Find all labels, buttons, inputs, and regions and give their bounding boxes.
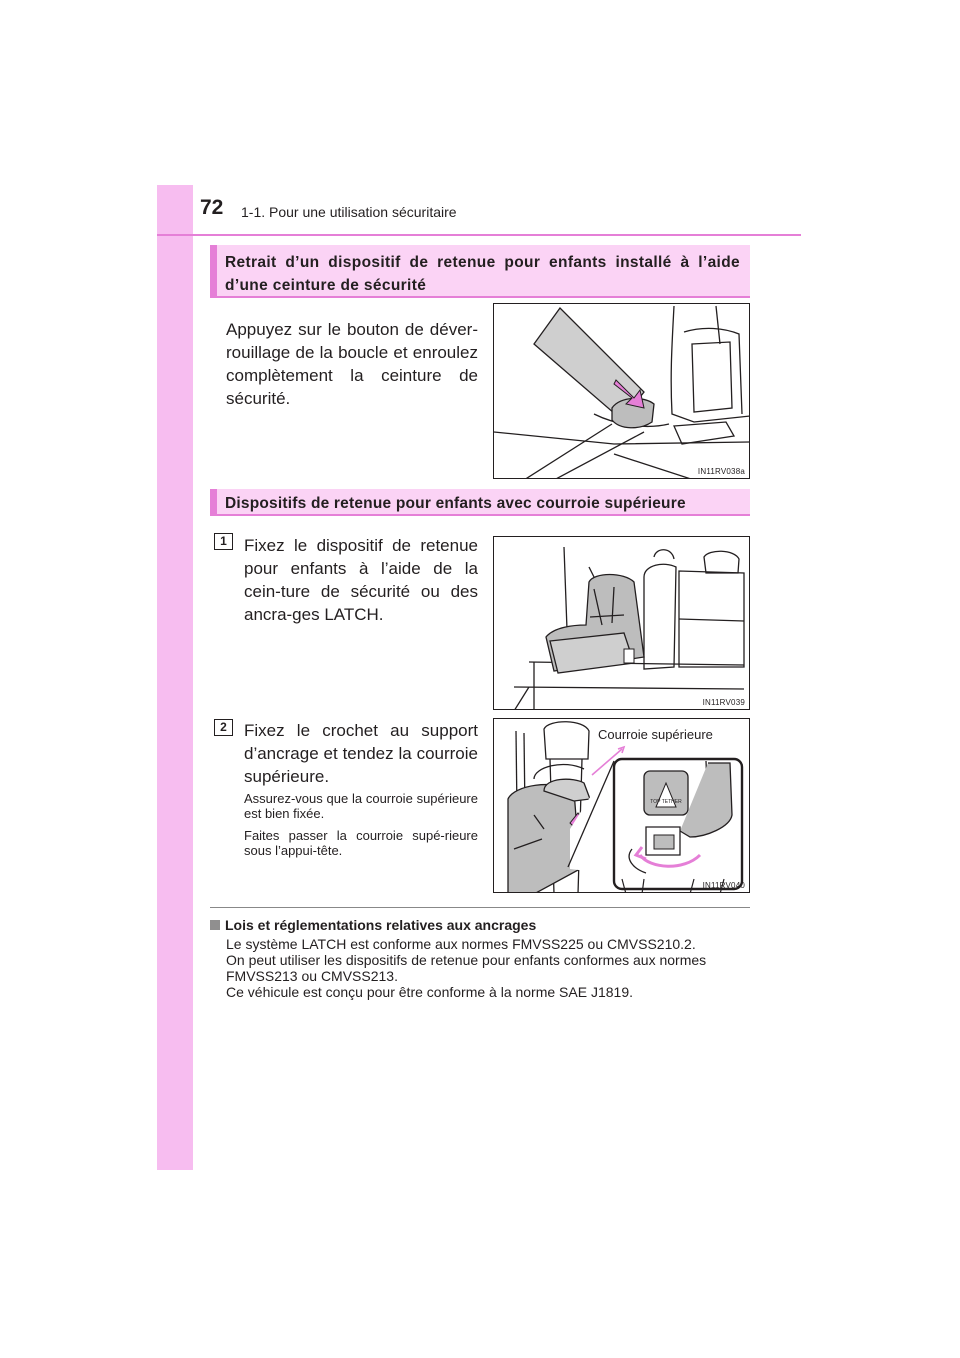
figure-top-tether — [493, 718, 750, 893]
seatbelt-buckle-illustration — [494, 304, 750, 479]
top-tether-illustration — [494, 719, 750, 893]
section-heading-removal: Retrait d’un dispositif de retenue pour enfants installé à l’aide d’une ceinture de sécurité — [210, 245, 750, 298]
removal-instruction: Appuyez sur le bouton de déver-rouillage de la boucle et enroulez complètement la ceinture de sécurité. — [226, 320, 478, 408]
chapter-sidebar-tab — [157, 185, 193, 1170]
step-1-instruction: Fixez le dispositif de retenue pour enfants à l’aide de la cein-ture de sécurité ou des ancra-ges LATCH. — [244, 536, 478, 624]
note-line: Le système LATCH est conforme aux normes FMVSS225 ou CMVSS210.2. — [226, 936, 696, 952]
figure-id-label: IN11RV040 — [702, 881, 745, 890]
note-separator — [210, 907, 750, 908]
note-heading — [210, 917, 536, 933]
step-2-instruction: Fixez le crochet au support d’ancrage et tendez la courroie supérieure. — [244, 721, 478, 786]
callout-label: Courroie supérieure — [598, 727, 713, 742]
note-heading-text: Lois et réglementations relatives aux ancrages — [225, 917, 537, 933]
section-heading-top-tether: Dispositifs de retenue pour enfants avec courroie supérieure — [210, 489, 750, 516]
figure-child-seat-installed — [493, 536, 750, 710]
note-body — [226, 936, 756, 1000]
step-2-note: Faites passer la courroie supé-rieure sous l’appui-tête. — [244, 828, 478, 858]
step-2-note: Assurez-vous que la courroie supérieure est bien fixée. — [244, 791, 478, 821]
header-rule — [157, 234, 801, 236]
figure-id-label: IN11RV039 — [702, 698, 745, 707]
note-line: Ce véhicule est conçu pour être conforme à la norme SAE J1819. — [226, 984, 633, 1000]
child-seat-illustration — [494, 537, 750, 710]
step-number-badge: 2 — [214, 719, 233, 736]
square-bullet-icon — [210, 920, 220, 930]
chapter-title: 1-1. Pour une utilisation sécuritaire — [241, 204, 457, 220]
note-line: On peut utiliser les dispositifs de retenue pour enfants conformes aux normes FMVSS213 ou CMVSS213. — [226, 952, 707, 984]
figure-id-label: IN11RV038a — [697, 467, 745, 476]
step-number-badge: 1 — [214, 533, 233, 550]
top-tether-badge-label: TOP TETHER — [650, 799, 682, 805]
page-number: 72 — [200, 196, 224, 219]
figure-seatbelt-buckle — [493, 303, 750, 479]
